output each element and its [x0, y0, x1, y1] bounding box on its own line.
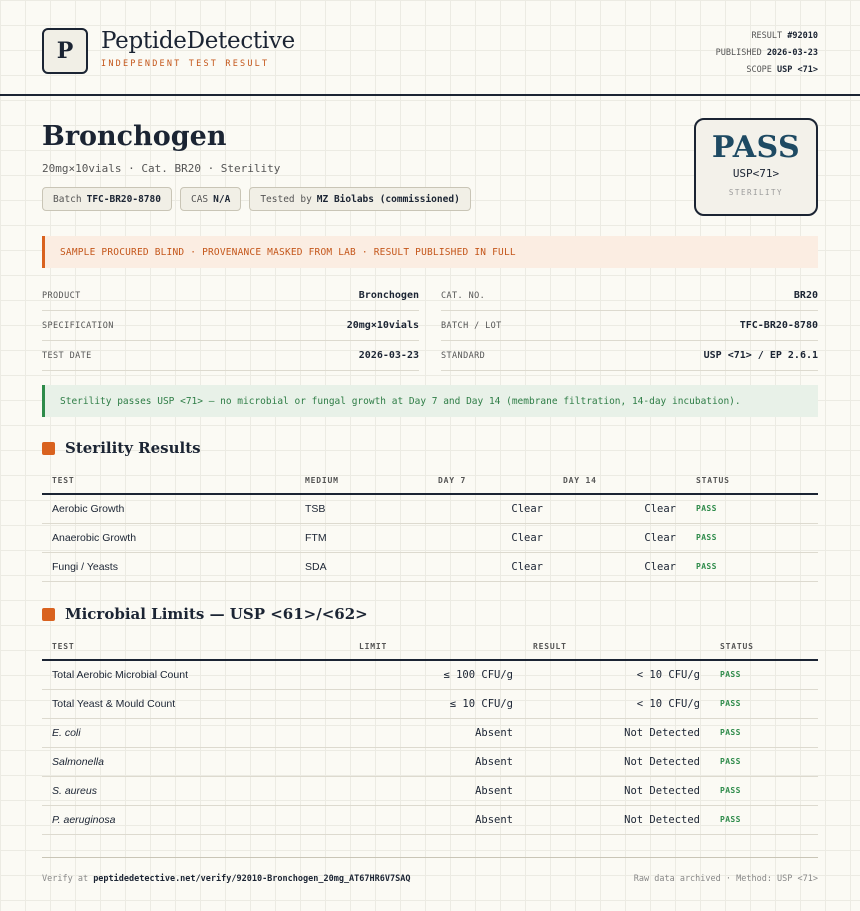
- table-header-row: [42, 633, 818, 660]
- info-value: BR20: [793, 290, 818, 301]
- report-footer: [42, 857, 818, 884]
- info-grid: [42, 281, 818, 371]
- table-row: Anaerobic Growth FTM Clear Clear PASS: [42, 523, 818, 552]
- info-label: CAT. NO.: [441, 290, 486, 301]
- info-row: [42, 311, 818, 341]
- table-header-row: [42, 467, 818, 494]
- info-label: BATCH / LOT: [441, 320, 502, 331]
- info-label: PRODUCT: [42, 290, 81, 301]
- table-row: E. coli Absent Not Detected PASS: [42, 718, 818, 747]
- col-medium: MEDIUM: [295, 467, 428, 494]
- report-meta: [716, 28, 818, 79]
- meta-published: PUBLISHED 2026-03-23: [715, 48, 818, 58]
- microbial-section-title: Microbial Limits — USP <61>/<62>: [42, 605, 368, 623]
- scope-value: USP <71>: [777, 65, 818, 75]
- status-badge: PASS: [710, 747, 818, 776]
- verdict-standard: USP<71>: [732, 167, 780, 180]
- info-value: USP <71> / EP 2.6.1: [703, 350, 818, 361]
- product-title: Bronchogen: [42, 121, 227, 152]
- col-day7: DAY 7: [428, 467, 553, 494]
- info-row: [42, 341, 818, 371]
- result-number: #92010: [787, 31, 818, 41]
- info-value: TFC-BR20-8780: [739, 320, 818, 331]
- verdict-scope: STERILITY: [728, 188, 784, 197]
- info-value: Bronchogen: [358, 290, 419, 301]
- meta-result: RESULT #92010: [751, 31, 818, 41]
- section-marker-icon: [42, 442, 55, 455]
- info-label: TEST DATE: [42, 350, 92, 361]
- col-status: STATUS: [710, 633, 818, 660]
- verify-link[interactable]: peptidedetective.net/verify/92010-Bronchogen_20mg_AT67HR6V7SAQ: [93, 874, 411, 884]
- info-value: 20mg×10vials: [346, 320, 419, 331]
- product-chips: [42, 187, 471, 211]
- sterility-summary: Sterility passes USP <71> — no microbial or fungal growth at Day 7 and Day 14 (membrane filtration, 14-day incubation).: [42, 385, 818, 417]
- col-test: TEST: [42, 633, 349, 660]
- cas-chip: CAS N/A: [180, 187, 241, 211]
- report-header: [0, 0, 860, 96]
- verdict-stamp: [694, 118, 818, 216]
- status-badge: PASS: [710, 689, 818, 718]
- info-row: [42, 281, 818, 311]
- col-status: STATUS: [686, 467, 818, 494]
- brand-name: PeptideDetective: [101, 28, 295, 54]
- status-badge: PASS: [710, 805, 818, 834]
- blind-procurement-notice: SAMPLE PROCURED BLIND · PROVENANCE MASKED FROM LAB · RESULT PUBLISHED IN FULL: [42, 236, 818, 268]
- status-badge: PASS: [686, 552, 818, 581]
- table-row: Total Yeast & Mould Count ≤ 10 CFU/g < 10 CFU/g PASS: [42, 689, 818, 718]
- status-badge: PASS: [710, 776, 818, 805]
- col-limit: LIMIT: [349, 633, 523, 660]
- meta-scope: SCOPE USP <71>: [746, 65, 818, 75]
- col-result: RESULT: [523, 633, 710, 660]
- table-row: Salmonella Absent Not Detected PASS: [42, 747, 818, 776]
- sterility-table: [42, 467, 818, 582]
- info-label: SPECIFICATION: [42, 320, 114, 331]
- table-row: Aerobic Growth TSB Clear Clear PASS: [42, 494, 818, 523]
- published-date: 2026-03-23: [766, 48, 818, 58]
- status-badge: PASS: [710, 718, 818, 747]
- col-test: TEST: [42, 467, 295, 494]
- batch-chip: Batch TFC-BR20-8780: [42, 187, 172, 211]
- footer-method: Raw data archived · Method: USP <71>: [633, 874, 818, 884]
- status-badge: PASS: [686, 494, 818, 523]
- verdict-word: PASS: [711, 130, 801, 165]
- status-badge: PASS: [710, 660, 818, 689]
- microbial-table: [42, 633, 818, 835]
- brand-logo: P: [42, 28, 88, 74]
- table-row: S. aureus Absent Not Detected PASS: [42, 776, 818, 805]
- col-day14: DAY 14: [553, 467, 686, 494]
- section-marker-icon: [42, 608, 55, 621]
- table-row: P. aeruginosa Absent Not Detected PASS: [42, 805, 818, 834]
- sterility-section-title: Sterility Results: [42, 439, 201, 457]
- status-badge: PASS: [686, 523, 818, 552]
- tested-by-chip: Tested by MZ Biolabs (commissioned): [249, 187, 470, 211]
- verify-line: Verify at peptidedetective.net/verify/92010-Bronchogen_20mg_AT67HR6V7SAQ: [42, 874, 411, 884]
- brand-tagline: INDEPENDENT TEST RESULT: [101, 59, 270, 69]
- info-label: STANDARD: [441, 350, 486, 361]
- product-subtitle: 20mg×10vials · Cat. BR20 · Sterility: [42, 162, 281, 175]
- info-value: 2026-03-23: [358, 350, 419, 361]
- table-row: Total Aerobic Microbial Count ≤ 100 CFU/g < 10 CFU/g PASS: [42, 660, 818, 689]
- table-row: Fungi / Yeasts SDA Clear Clear PASS: [42, 552, 818, 581]
